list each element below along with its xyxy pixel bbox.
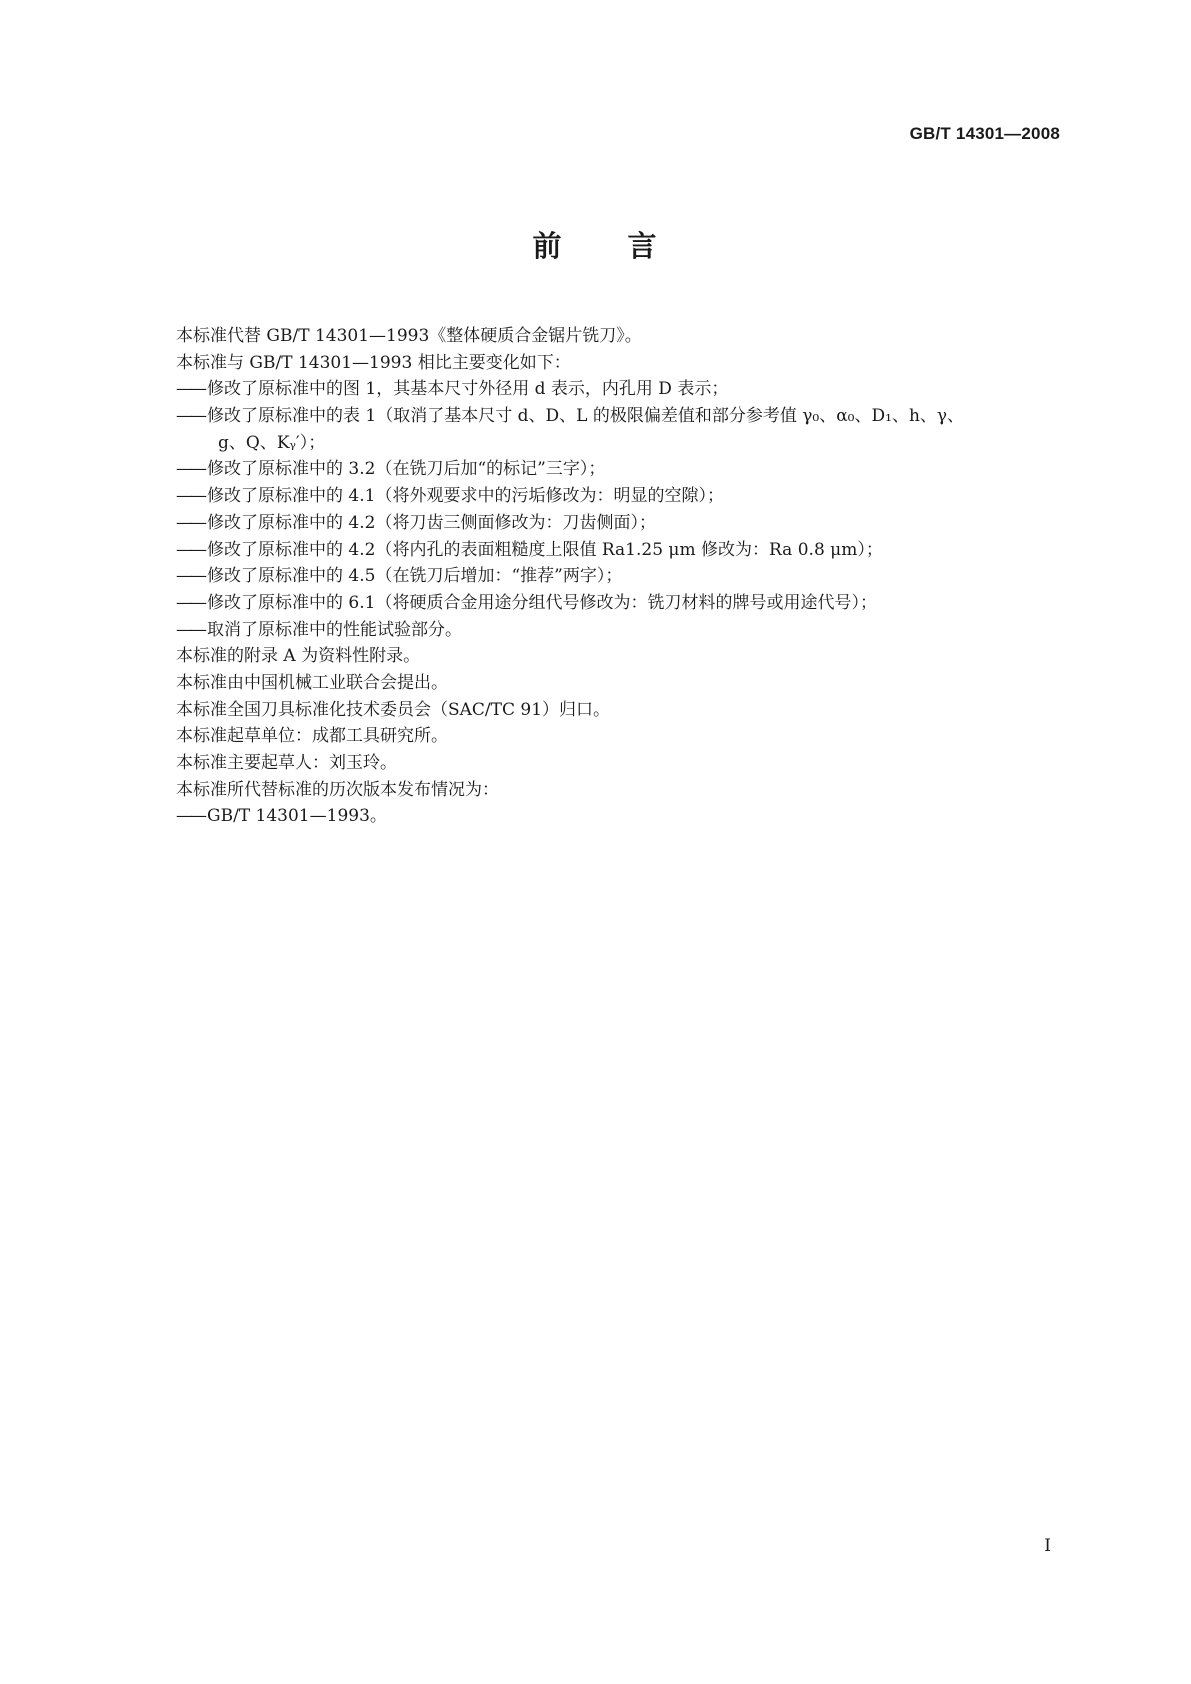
- body-line: 本标准主要起草人：刘玉玲。: [176, 753, 397, 773]
- body-line: —— 修改了原标准中的表 1（取消了基本尺寸 d、D、L 的极限偏差值和部分参考值 γ₀、α₀、D₁、h、γ、: [176, 403, 1056, 430]
- body-line: —— 修改了原标准中的 6.1（将硬质合金用途分组代号修改为：铣刀材料的牌号或用途代号）；: [176, 590, 1056, 617]
- body-line: —— 修改了原标准中的 4.1（将外观要求中的污垢修改为：明显的空隙）；: [176, 483, 1056, 510]
- page-number: I: [1044, 1536, 1051, 1556]
- title-char-1: 前: [532, 229, 564, 263]
- body-line: g、Q、Kᵧ′）；: [218, 432, 326, 453]
- body-line: —— 修改了原标准中的 3.2（在铣刀后加“的标记”三字）；: [176, 456, 1056, 483]
- foreword-body: [176, 323, 1056, 830]
- body-line: —— 修改了原标准中的 4.5（在铣刀后增加：“推荐”两字）；: [176, 563, 1056, 590]
- body-line: —— GB/T 14301—1993。: [176, 803, 1056, 830]
- body-line: 本标准全国刀具标准化技术委员会（SAC/TC 91）归口。: [176, 699, 611, 720]
- page-title: [0, 224, 1191, 265]
- body-line: 本标准所代替标准的历次版本发布情况为：: [176, 779, 499, 800]
- body-line: —— 修改了原标准中的图 1，其基本尺寸外径用 d 表示，内孔用 D 表示；: [176, 376, 1056, 403]
- body-line: —— 修改了原标准中的 4.2（将内孔的表面粗糙度上限值 Ra1.25 μm 修改为：Ra 0.8 μm）；: [176, 537, 1056, 564]
- body-line: 本标准由中国机械工业联合会提出。: [176, 672, 448, 693]
- body-line: 本标准起草单位：成都工具研究所。: [176, 726, 448, 747]
- body-line: 本标准的附录 A 为资料性附录。: [176, 646, 421, 667]
- body-line: —— 修改了原标准中的 4.2（将刀齿三侧面修改为：刀齿侧面）；: [176, 510, 1056, 537]
- standard-code-header: GB/T 14301—2008: [909, 124, 1060, 143]
- body-line: —— 取消了原标准中的性能试验部分。: [176, 617, 1056, 644]
- title-char-2: 言: [627, 229, 659, 263]
- body-line: 本标准代替 GB/T 14301—1993《整体硬质合金锯片铣刀》。: [176, 326, 642, 346]
- body-line: 本标准与 GB/T 14301—1993 相比主要变化如下：: [176, 352, 571, 373]
